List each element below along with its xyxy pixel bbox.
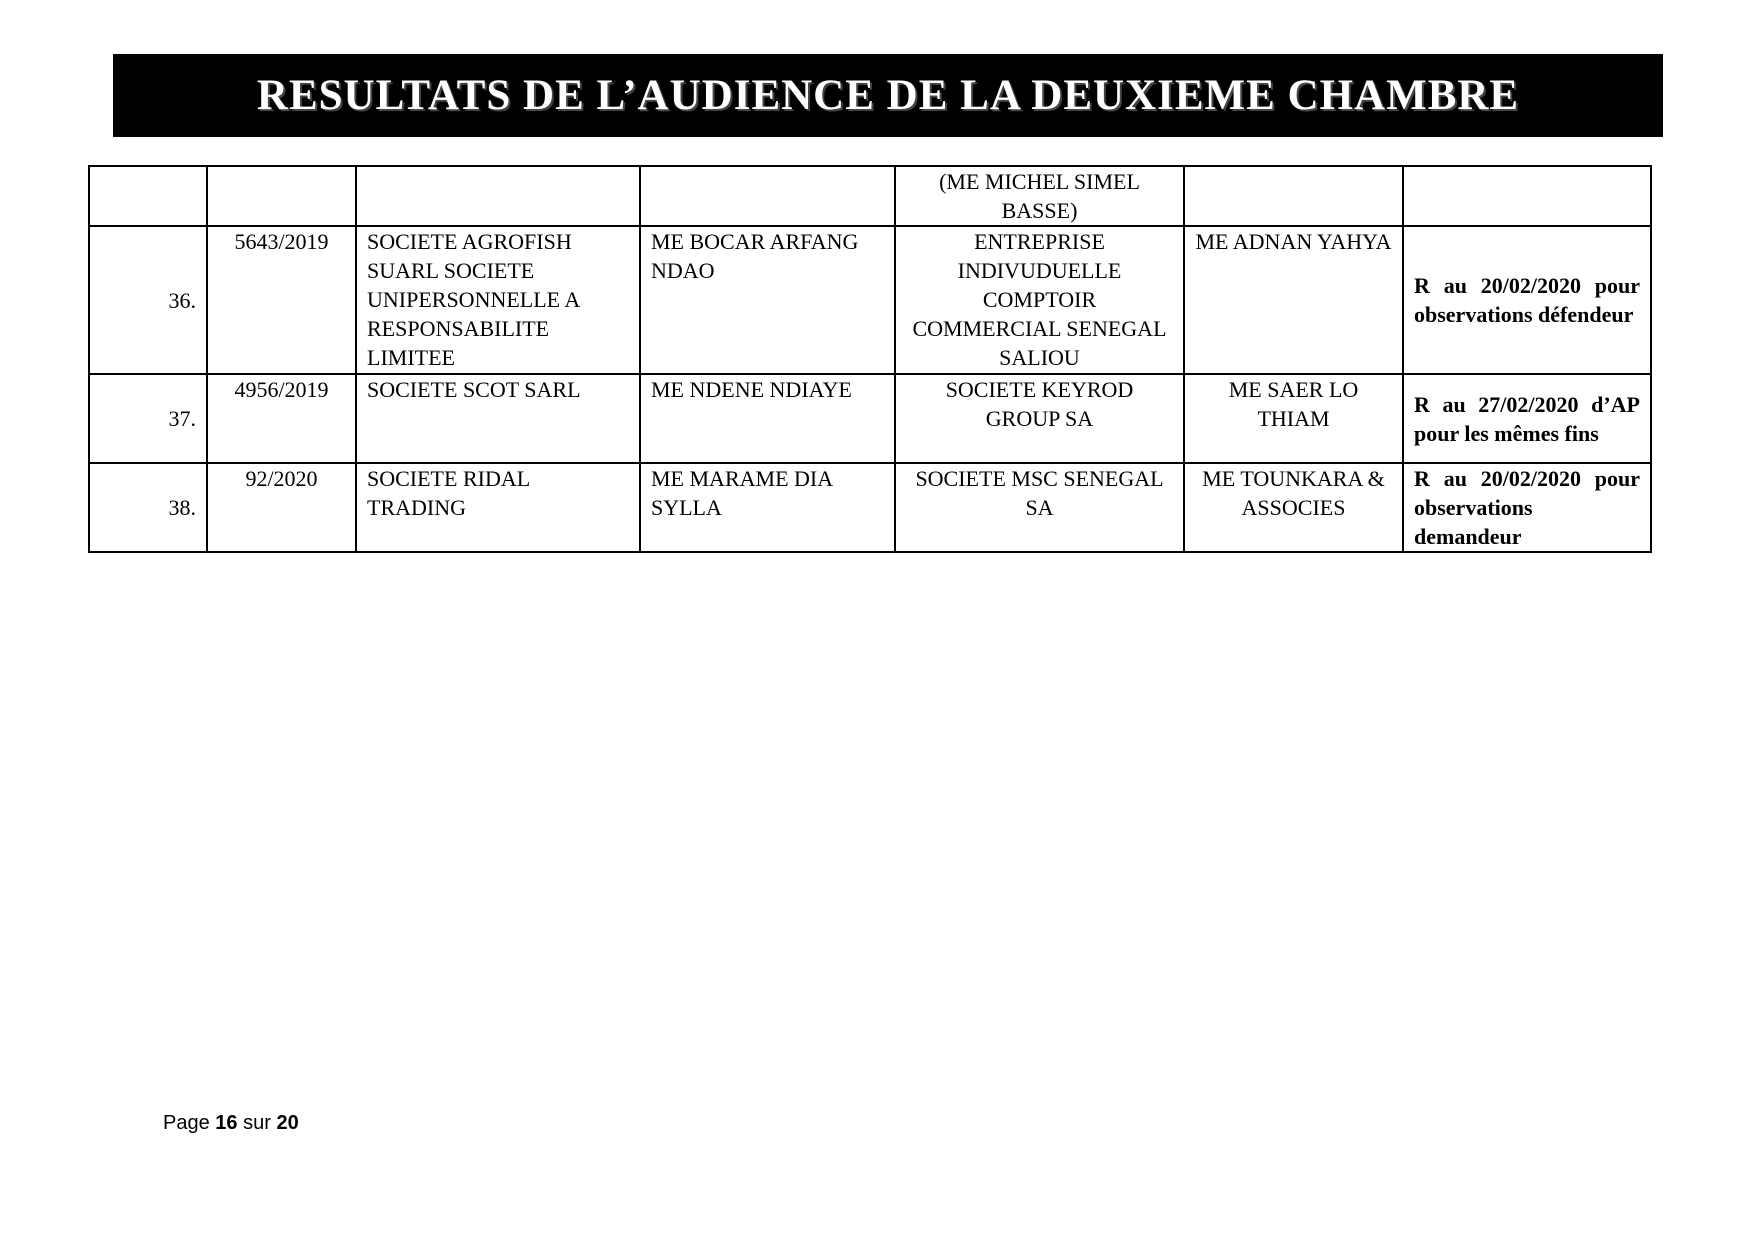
page-title: RESULTATS DE L’AUDIENCE DE LA DEUXIEME CHAMBRE xyxy=(256,72,1520,119)
defendant: (ME MICHEL SIMEL BASSE) xyxy=(895,166,1184,226)
table-row xyxy=(89,226,1651,374)
case-reference: 5643/2019 xyxy=(207,226,356,374)
defendant-lawyer: ME TOUNKARA & ASSOCIES xyxy=(1184,463,1403,552)
decision: R au 27/02/2020 d’AP pour les mêmes fins xyxy=(1403,374,1651,463)
page-label: Page xyxy=(163,1112,210,1134)
plaintiff: SOCIETE SCOT SARL xyxy=(356,374,640,463)
case-reference: 92/2020 xyxy=(207,463,356,552)
row-number xyxy=(89,166,207,226)
defendant-lawyer: ME SAER LO THIAM xyxy=(1184,374,1403,463)
row-number: 36. xyxy=(89,226,207,374)
table-row xyxy=(89,166,1651,226)
plaintiff xyxy=(356,166,640,226)
defendant-lawyer: ME ADNAN YAHYA xyxy=(1184,226,1403,374)
defendant: ENTREPRISE INDIVUDUELLE COMPTOIR COMMERCIAL SENEGAL SALIOU xyxy=(895,226,1184,374)
defendant: SOCIETE KEYROD GROUP SA xyxy=(895,374,1184,463)
decision: R au 20/02/2020 pour observations demandeur xyxy=(1403,463,1651,552)
plaintiff: SOCIETE AGROFISH SUARL SOCIETE UNIPERSONNELLE A RESPONSABILITE LIMITEE xyxy=(356,226,640,374)
case-reference xyxy=(207,166,356,226)
total-pages: 20 xyxy=(276,1112,299,1134)
page-footer xyxy=(163,1112,299,1135)
case-reference: 4956/2019 xyxy=(207,374,356,463)
table-row xyxy=(89,463,1651,552)
page-of-label: sur xyxy=(243,1112,271,1134)
results-table xyxy=(88,165,1652,553)
row-number: 38. xyxy=(89,463,207,552)
plaintiff-lawyer: ME BOCAR ARFANG NDAO xyxy=(640,226,895,374)
decision: R au 20/02/2020 pour observations défendeur xyxy=(1403,226,1651,374)
decision xyxy=(1403,166,1651,226)
plaintiff-lawyer: ME MARAME DIA SYLLA xyxy=(640,463,895,552)
plaintiff-lawyer: ME NDENE NDIAYE xyxy=(640,374,895,463)
current-page: 16 xyxy=(215,1112,238,1134)
row-number: 37. xyxy=(89,374,207,463)
plaintiff: SOCIETE RIDAL TRADING xyxy=(356,463,640,552)
header-banner xyxy=(113,54,1663,137)
defendant-lawyer xyxy=(1184,166,1403,226)
table-row xyxy=(89,374,1651,463)
plaintiff-lawyer xyxy=(640,166,895,226)
defendant: SOCIETE MSC SENEGAL SA xyxy=(895,463,1184,552)
